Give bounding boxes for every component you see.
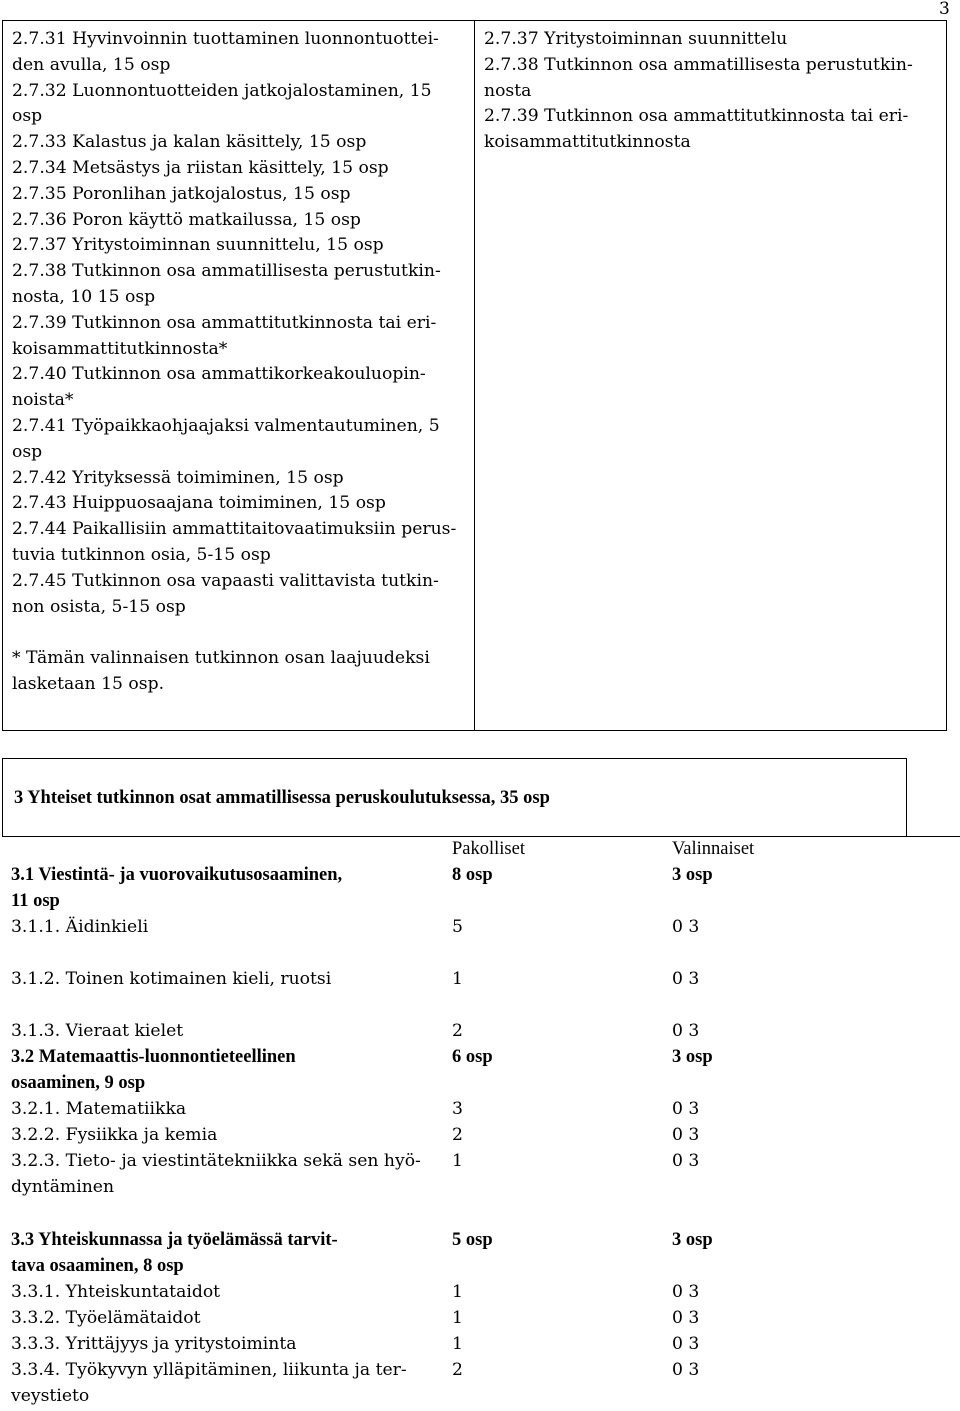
row-optional-value: 0 3 [672,1151,700,1171]
header-optional: Valinnaiset [672,839,755,859]
row-mandatory-value: 2 [452,1125,463,1145]
row-mandatory-value: 1 [452,1282,463,1302]
row-optional-value: 0 3 [672,969,700,989]
qualification-part-line: 2.7.36 Poron käyttö matkailussa, 15 osp [12,209,361,230]
footnote [12,646,456,698]
qualification-part-line: 2.7.35 Poronlihan jatkojalostus, 15 osp [12,183,351,204]
qualification-part-line: 2.7.39 Tutkinnon osa ammattitutkinnosta tai eri- [12,312,437,333]
qualification-part-line: 2.7.45 Tutkinnon osa vapaasti valittavista tutkin- [12,570,439,591]
selected-part-line: koisammattitutkinnosta [484,132,691,153]
qualification-part-line: koisammattitutkinnosta* [12,338,228,359]
row-name: 3.1.2. Toinen kotimainen kieli, ruotsi [11,969,332,989]
row-name: 3.2.2. Fysiikka ja kemia [11,1125,218,1145]
row-name: 3.3.4. Työkyvyn ylläpitäminen, liikunta ja ter- [11,1360,407,1380]
selected-part-line: 2.7.39 Tutkinnon osa ammattitutkinnosta tai eri- [484,106,909,127]
qualification-parts-table [2,20,947,731]
qualification-part-line: 2.7.44 Paikallisiin ammattitaitovaatimuksiin perus- [12,519,457,540]
row-optional-value: 0 3 [672,1099,700,1119]
row-optional-value: 0 3 [672,1282,700,1302]
row-mandatory-value: 2 [452,1360,463,1380]
qualification-part-line: den avulla, 15 osp [12,54,171,75]
footnote-line: * Tämän valinnaisen tutkinnon osan laajuudeksi [12,648,430,669]
row-optional-value: 3 osp [672,865,713,885]
row-optional-value: 0 3 [672,1308,700,1328]
row-name: 3.2 Matemaattis-luonnontieteellinen [11,1047,296,1067]
qualification-part-line: non osista, 5-15 osp [12,596,186,617]
row-name-continued: 11 osp [11,891,60,911]
row-name: 3.2.1. Matematiikka [11,1099,187,1119]
selected-part-line: 2.7.38 Tutkinnon osa ammatillisesta perustutkin- [484,54,913,75]
row-name-continued: tava osaaminen, 8 osp [11,1256,184,1276]
qualification-part-line: 2.7.40 Tutkinnon osa ammattikorkeakouluopin- [12,364,426,385]
row-name: 3.1.3. Vieraat kielet [11,1021,184,1041]
row-optional-value: 0 3 [672,1360,700,1380]
row-mandatory-value: 5 [452,917,463,937]
row-name: 3.3 Yhteiskunnassa ja työelämässä tarvit- [11,1230,338,1250]
qualification-part-line: 2.7.43 Huippuosaajana toimiminen, 15 osp [12,493,386,514]
right-column [484,27,913,156]
row-name: 3.1 Viestintä- ja vuorovaikutusosaaminen, [11,865,343,885]
qualification-part-line: 2.7.42 Yrityksessä toimiminen, 15 osp [12,467,344,488]
row-mandatory-value: 2 [452,1021,463,1041]
column-divider [474,21,475,730]
qualification-part-line: 2.7.37 Yritystoiminnan suunnittelu, 15 osp [12,235,384,256]
footnote-line: lasketaan 15 osp. [12,673,165,694]
qualification-part-line: tuvia tutkinnon osia, 5-15 osp [12,544,271,565]
row-name-continued: dyntäminen [11,1177,115,1197]
row-name-continued: veystieto [11,1386,90,1406]
left-column [12,27,456,698]
qualification-part-line: osp [12,106,43,127]
row-mandatory-value: 8 osp [452,865,493,885]
qualification-part-line: 2.7.33 Kalastus ja kalan käsittely, 15 osp [12,132,367,153]
row-mandatory-value: 1 [452,1334,463,1354]
row-optional-value: 0 3 [672,1125,700,1145]
qualification-part-line: 2.7.41 Työpaikkaohjaajaksi valmentautuminen, 5 [12,415,440,436]
row-mandatory-value: 1 [452,969,463,989]
row-optional-value: 0 3 [672,1021,700,1041]
row-mandatory-value: 6 osp [452,1047,493,1067]
row-name: 3.3.3. Yrittäjyys ja yritystoiminta [11,1334,297,1354]
row-name: 3.3.2. Työelämätaidot [11,1308,201,1328]
selected-part-line: nosta [484,80,532,101]
row-optional-value: 0 3 [672,1334,700,1354]
page-number: 3 [939,0,950,19]
header-mandatory: Pakolliset [452,839,525,859]
row-mandatory-value: 3 [452,1099,463,1119]
row-optional-value: 0 3 [672,917,700,937]
row-name: 3.2.3. Tieto- ja viestintätekniikka sekä sen hyö- [11,1151,421,1171]
section-header-box [2,758,907,837]
qualification-part-line: 2.7.32 Luonnontuotteiden jatkojalostaminen, 15 [12,80,432,101]
row-name-continued: osaaminen, 9 osp [11,1073,146,1093]
row-name: 3.1.1. Äidinkieli [11,917,149,937]
qualification-part-line: osp [12,441,43,462]
row-name: 3.3.1. Yhteiskuntataidot [11,1282,221,1302]
qualification-part-line: 2.7.38 Tutkinnon osa ammatillisesta perustutkin- [12,261,441,282]
qualification-part-line: 2.7.31 Hyvinvoinnin tuottaminen luonnontuottei- [12,29,439,49]
row-optional-value: 3 osp [672,1230,713,1250]
section-title: 3 Yhteiset tutkinnon osat ammatillisessa peruskoulutuksessa, 35 osp [14,788,550,808]
row-mandatory-value: 1 [452,1151,463,1171]
row-optional-value: 3 osp [672,1047,713,1067]
row-mandatory-value: 1 [452,1308,463,1328]
row-mandatory-value: 5 osp [452,1230,493,1250]
qualification-part-line: 2.7.34 Metsästys ja riistan käsittely, 15 osp [12,157,389,178]
selected-part-line: 2.7.37 Yritystoiminnan suunnittelu [484,29,788,49]
qualification-part-line: nosta, 10 15 osp [12,286,156,307]
qualification-part-line: noista* [12,390,74,411]
